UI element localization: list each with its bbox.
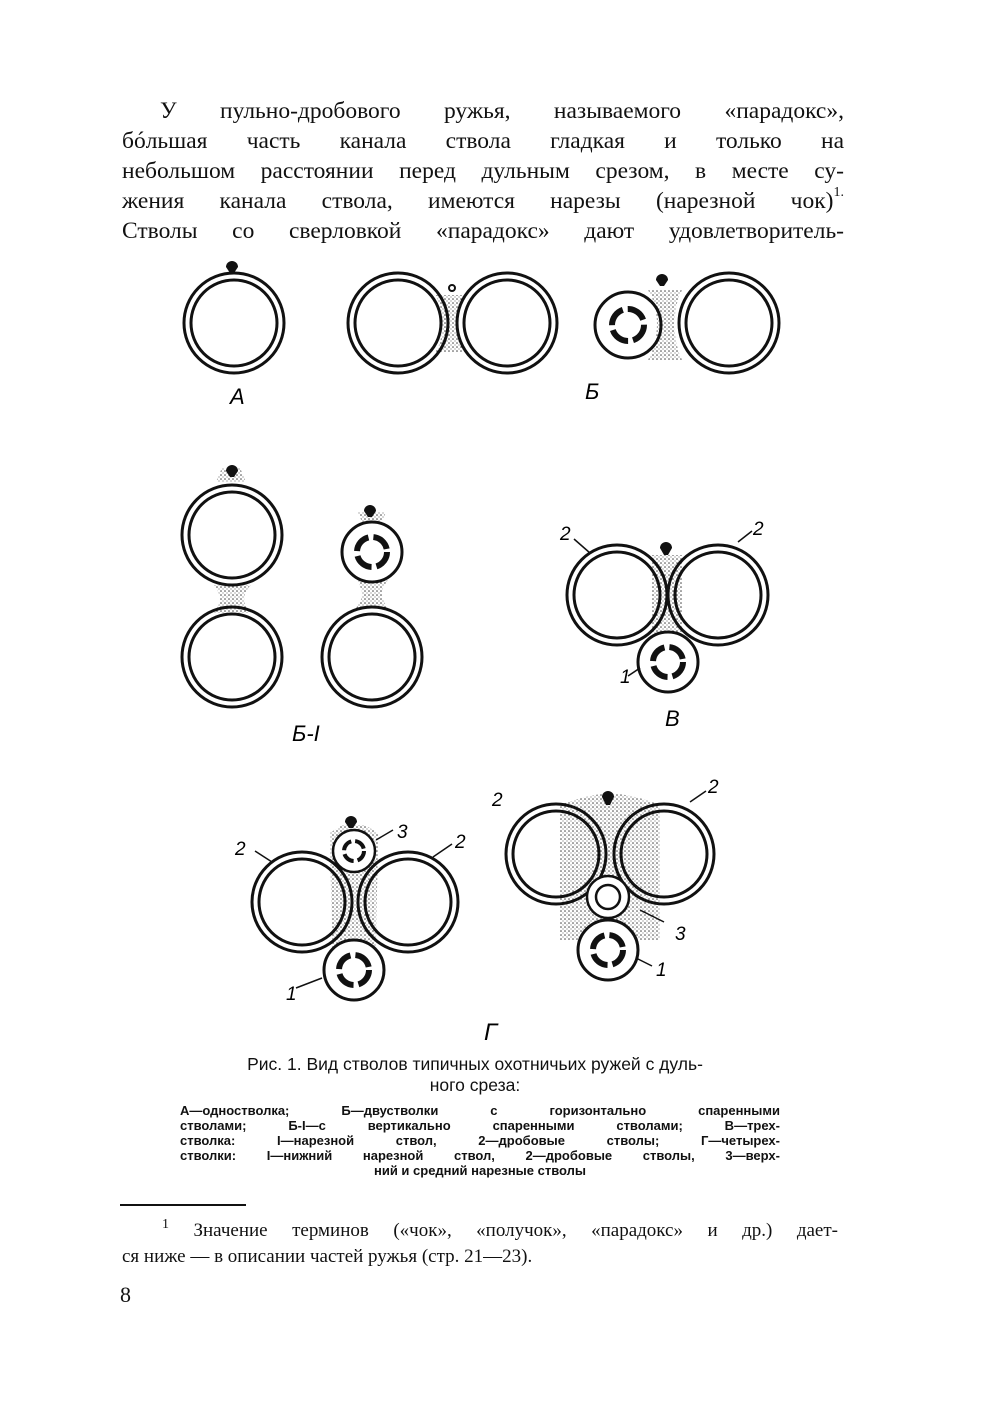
figure-caption — [175, 1054, 775, 1096]
label-2-left: 2 — [560, 524, 571, 545]
label-1: 1 — [656, 960, 667, 981]
label-g: Г — [484, 1019, 498, 1046]
label-1: 1 — [620, 667, 631, 688]
label-3: 3 — [675, 924, 686, 945]
body-line — [122, 186, 844, 216]
footnote — [122, 1218, 838, 1270]
footnote-text: Значение терминов («чок», «получок», «парадокс» и др.) дает- — [193, 1220, 838, 1241]
body-line: бóльшая часть канала ствола гладкая и только на — [122, 128, 844, 154]
diagram-v-drilling — [559, 519, 768, 731]
footnote-reference: 1. — [833, 185, 844, 200]
caption-line: ного среза: — [429, 1075, 521, 1095]
label-2-right: 2 — [753, 519, 764, 540]
barrel-figure — [0, 250, 1000, 1050]
legend-line: стволка: I—нарезной ствол, 2—дробовые стволы; Г—четырех- — [180, 1133, 780, 1148]
diagram-b1-over-under — [182, 465, 282, 707]
footnote-divider — [120, 1204, 246, 1206]
body-line: У пульно-дробового ружья, называемого «парадокс», — [160, 98, 844, 124]
body-line-text: жения канала ствола, имеются нарезы (нарезной чок) — [122, 188, 834, 214]
label-a: А — [230, 384, 245, 409]
label-1: 1 — [286, 984, 297, 1005]
label-2-left: 2 — [492, 790, 503, 811]
diagram-g-vierling-2 — [491, 777, 719, 981]
figure-legend — [180, 1103, 780, 1178]
label-b: Б — [585, 379, 600, 404]
body-line: Стволы со сверловкой «парадокс» дают удовлетворитель- — [122, 218, 844, 244]
page-number: 8 — [120, 1282, 131, 1307]
legend-line: А—одностволка; Б—двустволки с горизонтально спаренными — [180, 1103, 780, 1118]
footnote-line — [122, 1218, 838, 1244]
diagram-b1-rifle-over-shotgun — [292, 505, 422, 746]
label-v: В — [665, 706, 680, 731]
label-2-right: 2 — [455, 832, 466, 853]
legend-line: стволки: I—нижний нарезной ствол, 2—дробовые стволы, 3—верх- — [180, 1148, 780, 1163]
footnote-line: ся ниже — в описании частей ружья (стр. 21—23). — [122, 1246, 533, 1267]
legend-line: ний и средний нарезные стволы — [373, 1163, 587, 1178]
diagram-b-rifle-shotgun — [585, 273, 779, 404]
caption-line: Рис. 1. Вид стволов типичных охотничьих ружей с дуль- — [247, 1054, 703, 1074]
label-2-left: 2 — [235, 839, 246, 860]
diagram-a-single-barrel — [184, 261, 284, 409]
body-paragraph — [122, 96, 844, 246]
label-b1: Б-I — [292, 721, 320, 746]
diagram-g-vierling-1 — [234, 816, 466, 1005]
body-line: небольшом расстоянии перед дульным срезом, в месте су- — [122, 158, 844, 184]
label-3: 3 — [397, 822, 408, 843]
label-2-right: 2 — [708, 777, 719, 798]
footnote-marker: 1 — [162, 1217, 169, 1232]
diagram-b-side-by-side — [348, 273, 557, 373]
legend-line: стволами; Б-I—с вертикально спаренными стволами; В—трех- — [180, 1118, 780, 1133]
